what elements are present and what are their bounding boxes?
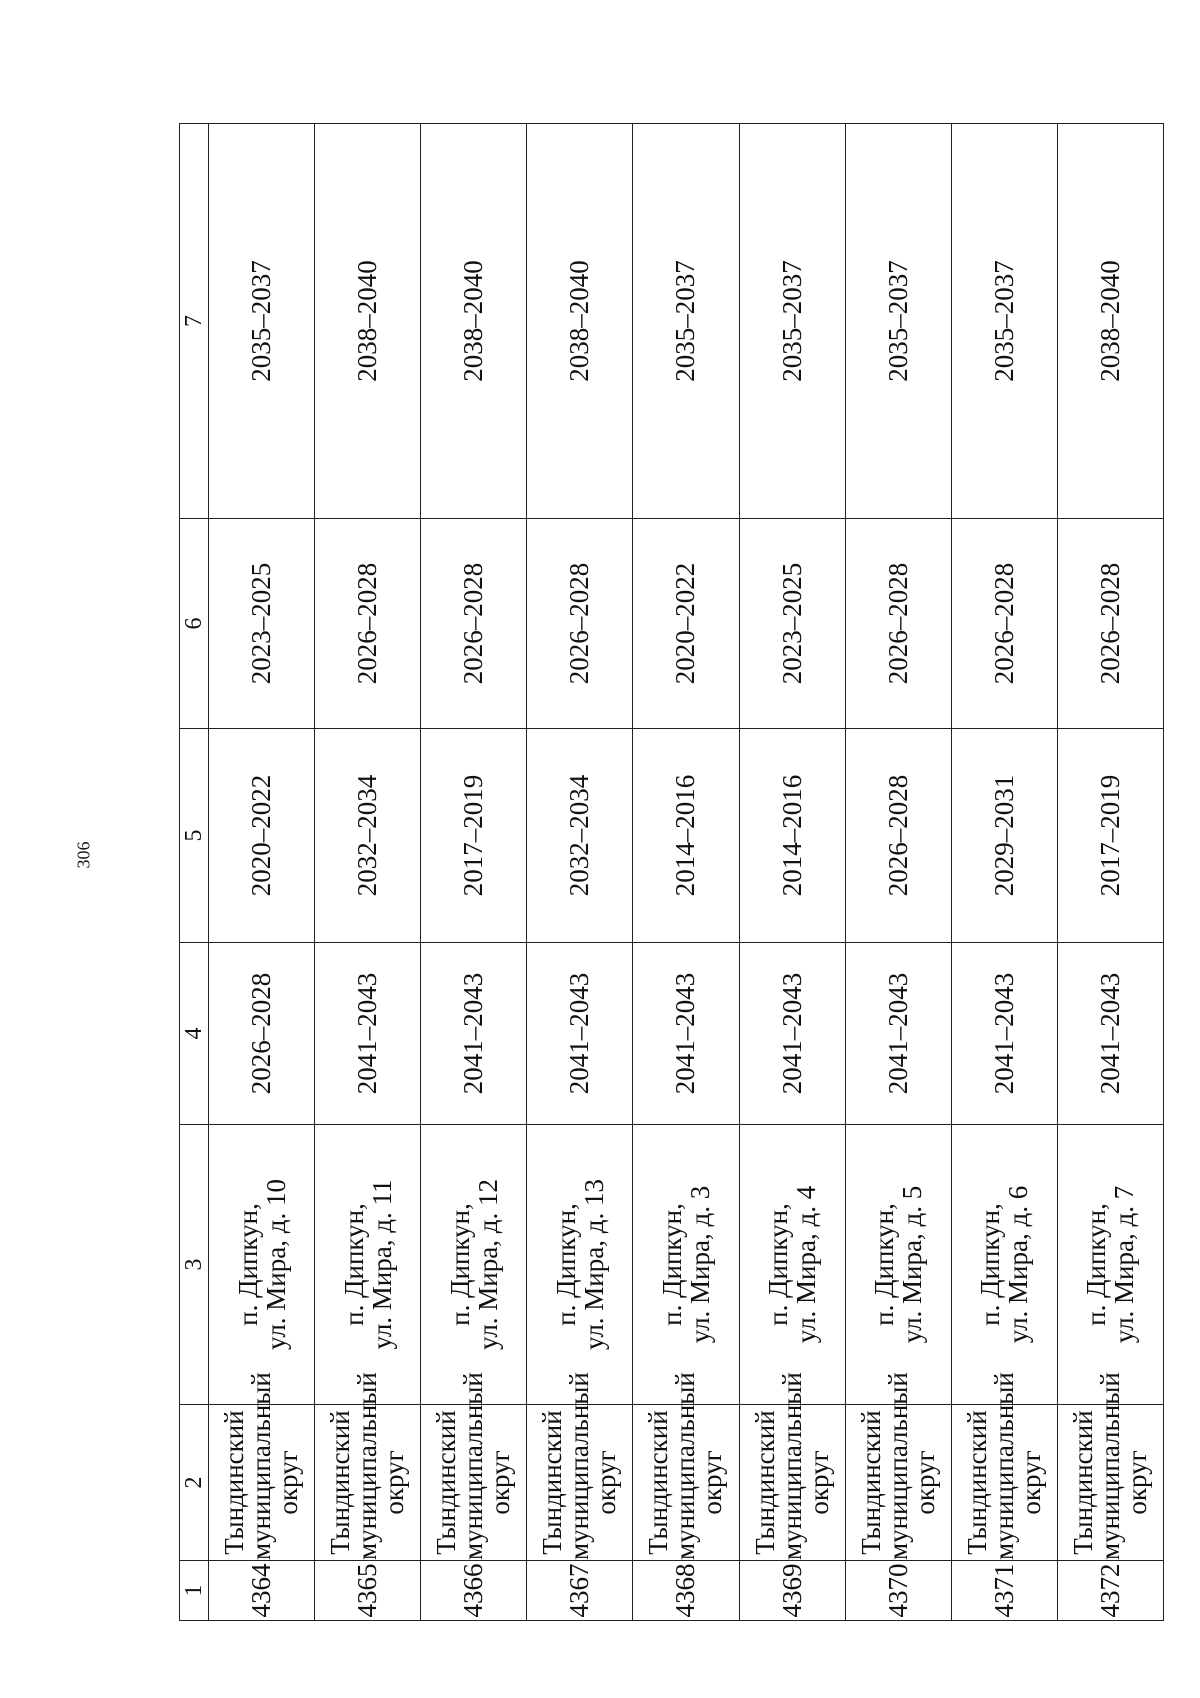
address-line: п. Дипкун,	[444, 1203, 475, 1326]
table-row	[209, 124, 315, 1621]
period-cell-col6: 2023–2025	[739, 519, 845, 729]
district-cell	[845, 1372, 951, 1561]
address-line: ул. Мира, д. 6	[1003, 1185, 1034, 1344]
header-cell: 2	[180, 1405, 209, 1561]
address-cell	[527, 1125, 633, 1405]
table-row	[527, 124, 633, 1621]
period-cell-col6: 2026–2028	[315, 519, 421, 729]
district-line: Тындинский	[1067, 1410, 1098, 1555]
table-body	[180, 124, 1164, 1621]
address-line: п. Дипкун,	[656, 1203, 687, 1326]
row-number-cell: 4372	[1057, 1561, 1163, 1621]
header-cell: 3	[180, 1125, 209, 1405]
period-cell-col4: 2041–2043	[1057, 943, 1163, 1125]
period-cell-col4: 2041–2043	[951, 943, 1057, 1125]
period-cell-col5: 2032–2034	[315, 729, 421, 943]
period-cell-col4: 2041–2043	[739, 943, 845, 1125]
address-cell	[1057, 1125, 1163, 1405]
period-cell-col7: 2035–2037	[951, 124, 1057, 519]
district-line: муниципальный	[988, 1372, 1019, 1560]
address-line: ул. Мира, д. 4	[791, 1185, 822, 1344]
address-line: п. Дипкун,	[1081, 1203, 1112, 1326]
header-cell: 4	[180, 943, 209, 1125]
district-cell	[315, 1372, 421, 1561]
district-cell	[421, 1372, 527, 1561]
period-cell-col7: 2035–2037	[739, 124, 845, 519]
district-line: Тындинский	[431, 1410, 462, 1555]
period-cell-col6: 2026–2028	[527, 519, 633, 729]
table-row	[1057, 124, 1163, 1621]
district-line: округ	[485, 1450, 516, 1515]
period-cell-col6: 2026–2028	[845, 519, 951, 729]
table-row	[315, 124, 421, 1621]
district-line: Тындинский	[537, 1410, 568, 1555]
address-line: ул. Мира, д. 10	[260, 1179, 291, 1350]
row-number-cell: 4366	[421, 1561, 527, 1621]
district-line: округ	[1121, 1450, 1152, 1515]
address-cell	[633, 1125, 739, 1405]
period-cell-col5: 2017–2019	[421, 729, 527, 943]
address-line: п. Дипкун,	[763, 1203, 794, 1326]
row-number-cell: 4369	[739, 1561, 845, 1621]
row-number-cell: 4371	[951, 1561, 1057, 1621]
period-cell-col5: 2020–2022	[209, 729, 315, 943]
district-cell	[527, 1372, 633, 1561]
table-row	[739, 124, 845, 1621]
address-cell	[845, 1125, 951, 1405]
period-cell-col7: 2038–2040	[421, 124, 527, 519]
period-cell-col4: 2026–2028	[209, 943, 315, 1125]
period-cell-col5: 2032–2034	[527, 729, 633, 943]
address-cell	[421, 1125, 527, 1405]
row-number-cell: 4365	[315, 1561, 421, 1621]
address-cell	[315, 1125, 421, 1405]
district-cell	[951, 1372, 1057, 1561]
district-line: Тындинский	[855, 1410, 886, 1555]
district-line: муниципальный	[1094, 1372, 1125, 1560]
table-row	[633, 124, 739, 1621]
period-cell-col6: 2020–2022	[633, 519, 739, 729]
page-number: 306	[73, 841, 94, 869]
period-cell-col6: 2026–2028	[1057, 519, 1163, 729]
district-line: округ	[697, 1450, 728, 1515]
address-cell	[951, 1125, 1057, 1405]
period-cell-col4: 2041–2043	[633, 943, 739, 1125]
row-number-cell: 4364	[209, 1561, 315, 1621]
district-line: муниципальный	[246, 1372, 277, 1560]
address-cell	[739, 1125, 845, 1405]
period-cell-col4: 2041–2043	[315, 943, 421, 1125]
period-cell-col4: 2041–2043	[527, 943, 633, 1125]
row-number-cell: 4370	[845, 1561, 951, 1621]
period-cell-col5: 2014–2016	[633, 729, 739, 943]
address-line: п. Дипкун,	[338, 1203, 369, 1326]
period-cell-col7: 2038–2040	[527, 124, 633, 519]
district-line: округ	[1015, 1450, 1046, 1515]
district-line: муниципальный	[882, 1372, 913, 1560]
district-line: Тындинский	[325, 1410, 356, 1555]
period-cell-col5: 2017–2019	[1057, 729, 1163, 943]
period-cell-col4: 2041–2043	[845, 943, 951, 1125]
district-line: Тындинский	[749, 1410, 780, 1555]
period-cell-col7: 2035–2037	[845, 124, 951, 519]
district-line: муниципальный	[776, 1372, 807, 1560]
district-line: муниципальный	[564, 1372, 595, 1560]
table-row	[421, 124, 527, 1621]
table-row	[951, 124, 1057, 1621]
district-line: округ	[909, 1450, 940, 1515]
address-line: п. Дипкун,	[975, 1203, 1006, 1326]
period-cell-col6: 2026–2028	[951, 519, 1057, 729]
header-row	[180, 124, 209, 1621]
district-line: муниципальный	[670, 1372, 701, 1560]
district-line: Тындинский	[219, 1410, 250, 1555]
address-line: ул. Мира, д. 11	[366, 1179, 397, 1350]
district-cell	[209, 1372, 315, 1561]
row-number-cell: 4367	[527, 1561, 633, 1621]
header-cell: 7	[180, 124, 209, 519]
period-cell-col7: 2035–2037	[209, 124, 315, 519]
period-cell-col7: 2035–2037	[633, 124, 739, 519]
header-cell: 6	[180, 519, 209, 729]
district-cell	[739, 1372, 845, 1561]
table-row	[845, 124, 951, 1621]
district-line: округ	[803, 1450, 834, 1515]
district-line: округ	[273, 1450, 304, 1515]
address-line: ул. Мира, д. 13	[578, 1179, 609, 1350]
period-cell-col7: 2038–2040	[315, 124, 421, 519]
period-cell-col7: 2038–2040	[1057, 124, 1163, 519]
district-cell	[633, 1372, 739, 1561]
address-line: п. Дипкун,	[550, 1203, 581, 1326]
header-cell: 5	[180, 729, 209, 943]
address-line: ул. Мира, д. 7	[1109, 1185, 1140, 1344]
address-line: п. Дипкун,	[869, 1203, 900, 1326]
district-cell	[1057, 1372, 1163, 1561]
period-cell-col6: 2023–2025	[209, 519, 315, 729]
row-number-cell: 4368	[633, 1561, 739, 1621]
district-line: округ	[379, 1450, 410, 1515]
district-line: округ	[591, 1450, 622, 1515]
data-table	[179, 123, 1164, 1621]
address-line: ул. Мира, д. 12	[472, 1179, 503, 1350]
address-line: ул. Мира, д. 3	[684, 1185, 715, 1344]
address-line: п. Дипкун,	[232, 1203, 263, 1326]
rotated-table-container	[179, 124, 1164, 1621]
period-cell-col5: 2026–2028	[845, 729, 951, 943]
period-cell-col4: 2041–2043	[421, 943, 527, 1125]
period-cell-col5: 2029–2031	[951, 729, 1057, 943]
header-cell: 1	[180, 1561, 209, 1621]
period-cell-col5: 2014–2016	[739, 729, 845, 943]
district-line: муниципальный	[458, 1372, 489, 1560]
address-cell	[209, 1125, 315, 1405]
address-line: ул. Мира, д. 5	[897, 1185, 928, 1344]
district-line: Тындинский	[961, 1410, 992, 1555]
period-cell-col6: 2026–2028	[421, 519, 527, 729]
district-line: Тындинский	[643, 1410, 674, 1555]
district-line: муниципальный	[352, 1372, 383, 1560]
